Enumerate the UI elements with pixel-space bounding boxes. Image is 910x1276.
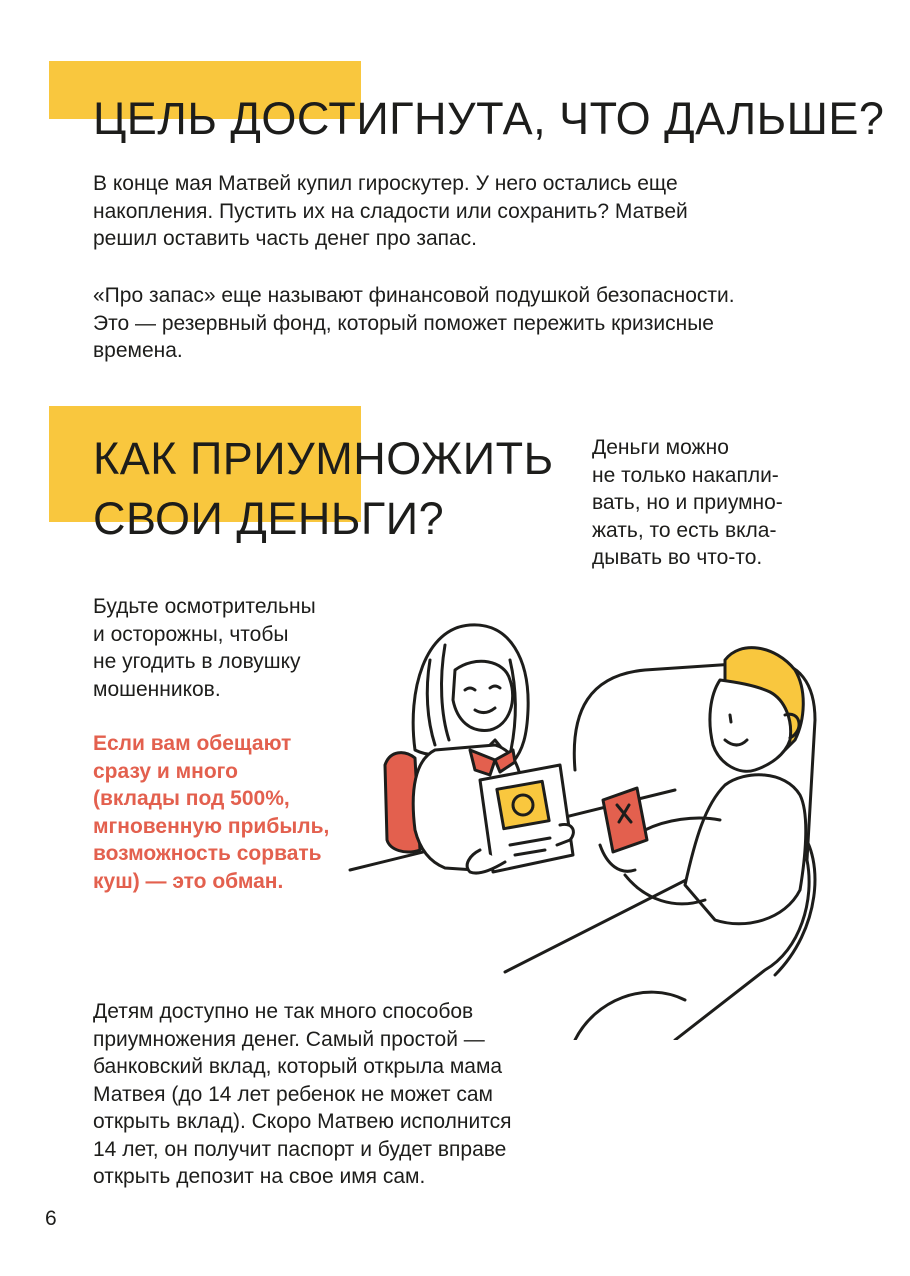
text-line: «Про запас» еще называют финансовой подушкой безопасности. (93, 284, 735, 307)
text-line: не угодить в ловушку (93, 650, 301, 673)
intro-paragraph (93, 170, 688, 253)
text-line: 14 лет, он получит паспорт и будет вправе (93, 1137, 507, 1161)
bank-consultation-illustration (345, 600, 825, 1040)
side-note (592, 434, 783, 572)
text-line: куш) — это обман. (93, 869, 284, 893)
text-line: сразу и много (93, 759, 238, 783)
boy-leg (575, 992, 685, 1040)
caution-note (93, 593, 316, 703)
text-line: Если вам обещают (93, 732, 292, 755)
text-line: вать, но и приумно- (592, 491, 783, 514)
text-line: жать, то есть вкла- (592, 518, 777, 542)
text-line: Детям доступно не так много способов (93, 1000, 474, 1023)
text-line: приумножения денег. Самый простой — (93, 1027, 485, 1051)
text-line: открыть депозит на свое имя сам. (93, 1165, 426, 1188)
section-title-grow-money (93, 429, 554, 549)
section-title-goal: ЦЕЛЬ ДОСТИГНУТА, ЧТО ДАЛЬШЕ? (93, 93, 885, 144)
title-line: КАК ПРИУМНОЖИТЬ (93, 433, 554, 484)
text-line: Будьте осмотрительны (93, 595, 316, 618)
text-line: времена. (93, 339, 183, 362)
text-line: Матвея (до 14 лет ребенок не может сам (93, 1082, 493, 1106)
text-line: дывать во что-то. (592, 546, 763, 569)
text-line: мгновенную прибыль, (93, 814, 330, 838)
text-line: банковский вклад, который открыла мама (93, 1055, 503, 1078)
text-line: не только накапли- (592, 463, 779, 487)
text-line: В конце мая Матвей купил гироскутер. У него остались еще (93, 172, 678, 195)
page-number: 6 (45, 1207, 57, 1230)
reserve-paragraph (93, 282, 735, 365)
text-line: накопления. Пустить их на сладости или сохранить? Матвей (93, 199, 688, 223)
title-line: СВОИ ДЕНЬГИ? (93, 493, 445, 544)
fraud-warning (93, 730, 329, 895)
text-line: и осторожны, чтобы (93, 622, 289, 646)
text-line: решил оставить часть денег про запас. (93, 227, 478, 250)
safe-icon (497, 781, 549, 828)
boy-eye (730, 715, 731, 722)
text-line: Это — резервный фонд, который поможет пережить кризисные (93, 311, 714, 335)
text-line: мошенников. (93, 677, 221, 701)
text-line: открыть вклад). Скоро Матвею исполнится (93, 1110, 512, 1133)
text-line: возможность сорвать (93, 842, 322, 865)
text-line: (вклады под 500%, (93, 787, 290, 810)
bank-deposit-paragraph (93, 998, 511, 1191)
text-line: Деньги можно (592, 436, 729, 459)
girl-face (453, 661, 513, 730)
